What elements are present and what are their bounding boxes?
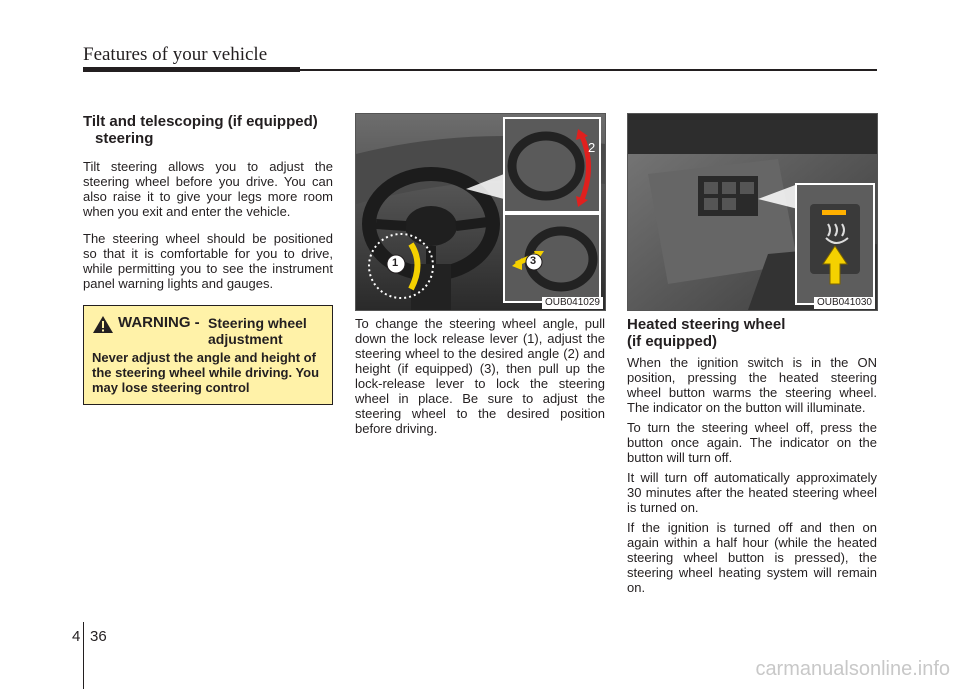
header-rule-thick: [83, 67, 300, 72]
heated-heading: [627, 316, 877, 350]
chapter-number: 4: [72, 628, 81, 645]
heated-paragraph-3: It will turn off automatically approximately 30 minutes after the heated steering wheel is turned on.: [627, 470, 877, 515]
heated-heading-line1: Heated steering wheel: [627, 316, 786, 333]
figure1-code: OUB041029: [542, 297, 603, 309]
steering-adjustment-figure: [355, 113, 606, 311]
callout-3: 3: [530, 255, 537, 267]
heated-paragraph-1: When the ignition switch is in the ON position, pressing the heated steering wheel button warms the steering wheel. The indicator on the button will illuminate.: [627, 355, 877, 415]
tilt-heading-line2: steering: [95, 130, 154, 147]
header-rule-thin: [300, 69, 877, 71]
page-number: 36: [90, 628, 107, 645]
warning-label: WARNING -: [118, 314, 200, 331]
tilt-heading: [83, 113, 333, 147]
warning-triangle-icon: [92, 315, 114, 334]
page-header-title: Features of your vehicle: [83, 44, 268, 65]
adjust-instructions: To change the steering wheel angle, pull down the lock release lever (1), adjust the steering wheel to the desired angle (2) and height (if equipped) (3), then pull up the lock-release lever to lock the steering wheel in place. Be sure to adjust the steering wheel to the desired position before driving.: [355, 316, 605, 436]
heated-section: [627, 316, 877, 595]
heated-paragraph-4: If the ignition is turned off and then on again within a half hour (while the heated steering wheel button is pressed), the steering wheel heating system will remain on.: [627, 520, 877, 595]
steering-wheel-illustration: [356, 114, 605, 310]
watermark-text: carmanualsonline.info: [755, 658, 950, 680]
heated-button-illustration: [628, 114, 877, 310]
callout-2: 2: [588, 140, 596, 155]
footer-divider: [83, 622, 84, 689]
callout-1: 1: [392, 257, 399, 269]
figure2-code: OUB041030: [814, 297, 875, 309]
heated-button-figure: [627, 113, 878, 311]
heated-paragraph-2: To turn the steering wheel off, press the button once again. The indicator on the button will turn off.: [627, 420, 877, 465]
tilt-paragraph-2: The steering wheel should be positioned so that it is comfortable for you to drive, while permitting you to see the instrument panel warning lights and gauges.: [83, 231, 333, 291]
heated-heading-line2: (if equipped): [627, 333, 717, 350]
warning-box: [83, 305, 333, 405]
warning-text: Never adjust the angle and height of the steering wheel while driving. You may lose steering control: [92, 350, 320, 395]
tilt-heading-line1: Tilt and telescoping (if equipped): [83, 113, 318, 130]
warning-topic: Steering wheel adjustment: [208, 315, 307, 347]
tilt-paragraph-1: Tilt steering allows you to adjust the steering wheel before you drive. You can also raise it to give your legs more room when you exit and enter the vehicle.: [83, 159, 333, 219]
tilt-section: [83, 113, 333, 291]
